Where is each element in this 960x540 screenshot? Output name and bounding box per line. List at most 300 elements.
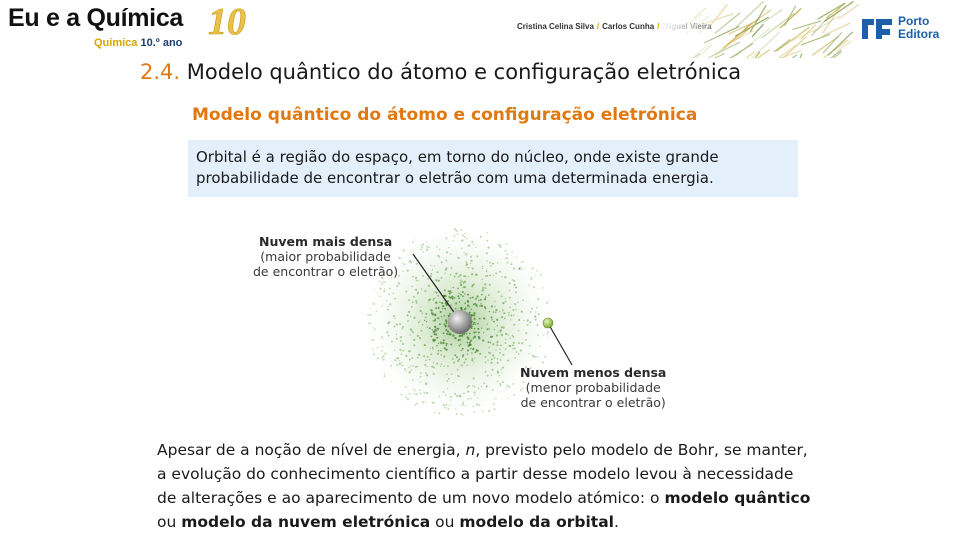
- cloud-dot: [407, 399, 408, 400]
- cloud-dot: [474, 391, 476, 393]
- cloud-dot: [507, 360, 509, 362]
- cloud-dot: [485, 362, 486, 363]
- cloud-dot: [396, 357, 398, 359]
- cloud-dot: [456, 230, 458, 232]
- cloud-dot: [430, 265, 431, 266]
- cloud-dot: [547, 313, 548, 314]
- cloud-dot: [527, 319, 529, 321]
- cloud-dot: [417, 335, 419, 337]
- cloud-dot: [418, 280, 419, 281]
- cloud-dot: [488, 410, 490, 412]
- cloud-dot: [426, 374, 428, 376]
- cloud-dot: [450, 344, 452, 346]
- cloud-dot: [379, 287, 381, 289]
- cloud-dot: [513, 267, 515, 269]
- cloud-dot: [369, 308, 370, 309]
- cloud-dot: [391, 381, 392, 382]
- cloud-dot: [426, 246, 428, 248]
- cloud-dot: [494, 301, 495, 302]
- cloud-dot: [380, 296, 382, 298]
- cloud-dot: [373, 303, 375, 305]
- cloud-dot: [381, 305, 382, 306]
- cloud-dot: [522, 268, 524, 270]
- cloud-dot: [546, 302, 548, 304]
- cloud-dot: [373, 289, 374, 290]
- cloud-dot: [436, 362, 437, 363]
- cloud-dot: [388, 306, 389, 307]
- cloud-dot: [495, 309, 497, 311]
- cloud-dot: [481, 386, 482, 387]
- cloud-dot: [427, 327, 428, 328]
- cloud-dot: [425, 401, 426, 402]
- cloud-dot: [510, 319, 511, 320]
- cloud-dot: [483, 382, 485, 384]
- brand-number-text: 10: [208, 2, 246, 42]
- cloud-dot: [520, 349, 522, 351]
- cloud-dot: [468, 312, 470, 314]
- cloud-dot: [523, 320, 524, 321]
- cloud-dot: [392, 292, 394, 294]
- brand-title: Eu e a Química: [8, 4, 184, 32]
- cloud-dot: [471, 273, 473, 275]
- brand-number-10: [206, 2, 258, 42]
- term-quantum-model: modelo quântico: [664, 489, 811, 507]
- term-electron-cloud-model: modelo da nuvem eletrónica: [181, 513, 431, 531]
- cloud-dot: [497, 331, 498, 332]
- cloud-dot: [422, 312, 423, 313]
- cloud-dot: [474, 394, 476, 396]
- cloud-dot: [548, 300, 549, 301]
- cloud-dot: [438, 342, 439, 343]
- cloud-dot: [420, 376, 422, 378]
- cloud-dot: [508, 314, 510, 316]
- cloud-dot: [465, 405, 467, 407]
- cloud-dot: [496, 319, 498, 321]
- cloud-dot: [435, 307, 437, 309]
- cloud-dot: [468, 276, 469, 277]
- cloud-dot: [460, 335, 462, 337]
- cloud-dot: [462, 415, 463, 416]
- cloud-dot: [422, 324, 423, 325]
- cloud-dot: [372, 349, 374, 351]
- cloud-dot: [509, 345, 511, 347]
- cloud-dot: [497, 371, 499, 373]
- cloud-dot: [426, 321, 427, 322]
- cloud-dot: [428, 246, 430, 248]
- cloud-dot: [512, 344, 514, 346]
- cloud-dot: [403, 249, 405, 251]
- cloud-dot: [530, 311, 532, 313]
- cloud-dot: [482, 339, 484, 341]
- cloud-dot: [516, 287, 517, 288]
- cloud-dot: [467, 267, 468, 268]
- cloud-dot: [438, 280, 440, 282]
- cloud-dot: [466, 264, 468, 266]
- cloud-dot: [508, 312, 509, 313]
- cloud-dot: [487, 375, 489, 377]
- cloud-dot: [436, 345, 438, 347]
- cloud-dot: [464, 362, 466, 364]
- cloud-dot: [460, 350, 461, 351]
- cloud-dot: [435, 333, 437, 335]
- cloud-dot: [489, 311, 490, 312]
- cloud-dot: [485, 296, 487, 298]
- cloud-dot: [396, 285, 398, 287]
- cloud-dot: [418, 354, 420, 356]
- cloud-dot: [494, 357, 496, 359]
- cloud-dot: [505, 250, 507, 252]
- cloud-dot: [425, 384, 426, 385]
- cloud-dot: [464, 286, 466, 288]
- cloud-dot: [405, 386, 407, 388]
- energy-level-symbol: n: [465, 441, 476, 459]
- cloud-dot: [399, 349, 401, 351]
- cloud-dot: [496, 334, 498, 336]
- cloud-dot: [497, 244, 498, 245]
- cloud-dot: [486, 275, 488, 277]
- cloud-dot: [473, 331, 475, 333]
- cloud-dot: [474, 303, 476, 305]
- cloud-dot: [417, 357, 419, 359]
- cloud-dot: [497, 262, 498, 263]
- cloud-dot: [434, 320, 436, 322]
- cloud-dot: [412, 301, 414, 303]
- cloud-dot: [446, 267, 448, 269]
- cloud-dot: [433, 362, 434, 363]
- cloud-dot: [518, 319, 520, 321]
- cloud-dot: [468, 385, 470, 387]
- cloud-dot: [433, 373, 434, 374]
- cloud-dot: [499, 375, 500, 376]
- cloud-dot: [529, 321, 531, 323]
- cloud-dot: [505, 339, 506, 340]
- cloud-dot: [409, 359, 411, 361]
- cloud-dot: [465, 276, 467, 278]
- cloud-dot: [537, 356, 539, 358]
- cloud-dot: [415, 366, 417, 368]
- cloud-dot: [454, 297, 456, 299]
- cloud-dot: [509, 297, 511, 299]
- cloud-dot: [513, 394, 515, 396]
- cloud-dot: [509, 282, 511, 284]
- cloud-dot: [488, 246, 490, 248]
- cloud-dot: [438, 396, 440, 398]
- cloud-dot: [449, 292, 451, 294]
- cloud-dot: [436, 292, 438, 294]
- cloud-dot: [518, 267, 520, 269]
- cloud-dot: [373, 339, 375, 341]
- cloud-dot: [518, 353, 520, 355]
- cloud-dot: [463, 334, 464, 335]
- cloud-dot: [542, 361, 544, 363]
- cloud-dot: [432, 320, 433, 321]
- cloud-dot: [444, 324, 446, 326]
- cloud-dot: [492, 389, 494, 391]
- cloud-dot: [408, 299, 410, 301]
- cloud-dot: [467, 354, 468, 355]
- cloud-dot: [477, 350, 479, 352]
- cloud-dot: [425, 313, 427, 315]
- cloud-dot: [495, 349, 496, 350]
- cloud-dot: [536, 307, 538, 309]
- cloud-dot: [474, 386, 476, 388]
- cloud-dot: [450, 396, 452, 398]
- cloud-dot: [442, 305, 444, 307]
- cloud-dot: [535, 275, 536, 276]
- cloud-dot: [399, 323, 401, 325]
- cloud-dot: [401, 353, 403, 355]
- cloud-dot: [397, 357, 399, 359]
- slide-title-text: Modelo quântico do átomo e configuração eletrónica: [186, 60, 742, 84]
- cloud-dot: [444, 347, 446, 349]
- cloud-dot: [408, 367, 409, 368]
- cloud-dot: [547, 333, 549, 335]
- slide-title: [140, 60, 741, 84]
- cloud-dot: [410, 328, 412, 330]
- cloud-dot: [485, 371, 487, 373]
- cloud-dot: [513, 280, 515, 282]
- cloud-dot: [426, 248, 428, 250]
- cloud-dot: [455, 303, 457, 305]
- cloud-dot: [460, 229, 462, 231]
- cloud-dot: [455, 234, 456, 235]
- dense-cloud-line2: (maior probabilidade: [260, 249, 391, 264]
- cloud-dot: [389, 303, 391, 305]
- cloud-dot: [439, 302, 440, 303]
- cloud-dot: [424, 344, 426, 346]
- cloud-dot: [506, 257, 508, 259]
- cloud-dot: [496, 344, 498, 346]
- cloud-dot: [513, 342, 515, 344]
- cloud-dot: [437, 353, 439, 355]
- publisher-name: [898, 15, 954, 41]
- cloud-dot: [432, 402, 433, 403]
- cloud-dot: [470, 256, 472, 258]
- cloud-dot: [515, 291, 517, 293]
- cloud-dot: [456, 356, 458, 358]
- cloud-dot: [458, 297, 460, 299]
- cloud-dot: [484, 307, 486, 309]
- cloud-dot: [513, 314, 515, 316]
- cloud-dot: [534, 316, 536, 318]
- body-paragraph: [157, 438, 817, 534]
- cloud-dot: [444, 308, 445, 309]
- cloud-dot: [473, 324, 474, 325]
- cloud-dot: [473, 362, 474, 363]
- cloud-dot: [443, 332, 445, 334]
- cloud-dot: [502, 302, 504, 304]
- cloud-dot: [382, 359, 384, 361]
- cloud-dot: [387, 322, 389, 324]
- cloud-dot: [441, 364, 442, 365]
- cloud-dot: [514, 348, 516, 350]
- cloud-dot: [484, 356, 486, 358]
- cloud-dot: [491, 319, 492, 320]
- cloud-dot: [513, 324, 515, 326]
- cloud-dot: [447, 408, 449, 410]
- cloud-dot: [512, 279, 513, 280]
- sparse-cloud-title: Nuvem menos densa: [520, 365, 667, 380]
- cloud-dot: [479, 305, 481, 307]
- cloud-dot: [396, 338, 398, 340]
- cloud-dot: [473, 312, 475, 314]
- cloud-dot: [497, 325, 498, 326]
- cloud-dot: [408, 311, 410, 313]
- cloud-dot: [446, 345, 448, 347]
- cloud-dot: [459, 301, 460, 302]
- cloud-dot: [398, 257, 400, 259]
- cloud-dot: [487, 323, 488, 324]
- cloud-dot: [512, 348, 514, 350]
- cloud-dot: [448, 334, 449, 335]
- cloud-dot: [446, 380, 448, 382]
- cloud-dot: [420, 310, 422, 312]
- cloud-dot: [499, 246, 501, 248]
- cloud-dot: [514, 284, 516, 286]
- cloud-dot: [429, 299, 431, 301]
- cloud-dot: [428, 285, 430, 287]
- cloud-dot: [543, 335, 544, 336]
- author-separator: /: [596, 22, 600, 31]
- cloud-dot: [505, 298, 506, 299]
- cloud-dot: [521, 262, 522, 263]
- cloud-dot: [440, 354, 442, 356]
- cloud-dot: [445, 394, 447, 396]
- cloud-dot: [482, 410, 484, 412]
- cloud-dot: [419, 337, 421, 339]
- cloud-dot: [528, 353, 529, 354]
- cloud-dot: [516, 257, 517, 258]
- cloud-dot: [475, 246, 476, 247]
- cloud-dot: [432, 269, 433, 270]
- cloud-dot: [458, 276, 460, 278]
- cloud-dot: [501, 295, 503, 297]
- cloud-dot: [507, 398, 508, 399]
- cloud-dot: [489, 262, 491, 264]
- cloud-dot: [398, 275, 400, 277]
- cloud-dot: [416, 263, 418, 265]
- cloud-dot: [522, 299, 524, 301]
- cloud-dot: [433, 367, 435, 369]
- cloud-dot: [504, 276, 506, 278]
- cloud-dot: [458, 375, 460, 377]
- cloud-dot: [432, 313, 434, 315]
- cloud-dot: [394, 349, 395, 350]
- cloud-dot: [457, 288, 459, 290]
- cloud-dot: [448, 296, 450, 298]
- cloud-dot: [476, 295, 478, 297]
- cloud-dot: [491, 374, 492, 375]
- cloud-dot: [460, 413, 462, 415]
- cloud-dot: [396, 364, 398, 366]
- cloud-dot: [501, 334, 503, 336]
- cloud-dot: [413, 393, 414, 394]
- cloud-dot: [390, 365, 392, 367]
- cloud-dot: [482, 279, 483, 280]
- cloud-dot: [394, 298, 396, 300]
- cloud-dot: [407, 269, 409, 271]
- publisher-line1: Porto: [898, 14, 930, 28]
- cloud-dot: [492, 336, 494, 338]
- cloud-dot: [433, 299, 434, 300]
- cloud-dot: [517, 302, 518, 303]
- cloud-dot: [454, 393, 456, 395]
- cloud-dot: [436, 337, 438, 339]
- cloud-dot: [367, 314, 369, 316]
- cloud-dot: [424, 320, 426, 322]
- cloud-dot: [413, 339, 415, 341]
- cloud-dot: [413, 344, 415, 346]
- cloud-dot: [457, 369, 459, 371]
- cloud-dot: [411, 286, 413, 288]
- cloud-dot: [371, 339, 373, 341]
- cloud-dot: [493, 275, 494, 276]
- publisher-mark-icon: [860, 15, 894, 43]
- cloud-dot: [432, 347, 433, 348]
- cloud-dot: [506, 388, 507, 389]
- cloud-dot: [452, 334, 454, 336]
- body-text-2: , previsto pelo modelo de Bohr, se manter, a evolução do conhecimento científico a partir desse modelo levou à necessidade de alterações e ao aparecimento de um novo modelo atómico: o: [157, 441, 808, 507]
- cloud-dot: [424, 290, 426, 292]
- cloud-dot: [455, 409, 456, 410]
- cloud-dot: [444, 407, 446, 409]
- cloud-dot: [467, 342, 469, 344]
- cloud-dot: [492, 354, 494, 356]
- cloud-dot: [466, 333, 467, 334]
- cloud-dot: [387, 309, 389, 311]
- cloud-dot: [462, 291, 464, 293]
- cloud-dot: [481, 294, 483, 296]
- cloud-dot: [417, 292, 419, 294]
- cloud-dot: [502, 381, 504, 383]
- cloud-dot: [402, 343, 404, 345]
- cloud-dot: [415, 390, 416, 391]
- cloud-dot: [486, 270, 488, 272]
- cloud-dot: [499, 383, 501, 385]
- cloud-dot: [469, 333, 471, 335]
- cloud-dot: [413, 388, 415, 390]
- cloud-dot: [507, 334, 508, 335]
- electron-cloud-figure: [250, 222, 700, 422]
- cloud-dot: [464, 303, 466, 305]
- cloud-dot: [444, 315, 445, 316]
- cloud-dot: [372, 327, 373, 328]
- cloud-dot: [497, 362, 499, 364]
- cloud-dot: [532, 267, 534, 269]
- cloud-dot: [525, 339, 527, 341]
- body-end: .: [614, 513, 619, 531]
- cloud-dot: [462, 403, 464, 405]
- cloud-dot: [505, 301, 507, 303]
- cloud-dot: [509, 290, 510, 291]
- cloud-dot: [469, 342, 471, 344]
- cloud-dot: [396, 324, 398, 326]
- cloud-dot: [491, 317, 493, 319]
- cloud-dot: [473, 377, 475, 379]
- cloud-dot: [430, 348, 431, 349]
- cloud-dot: [415, 289, 417, 291]
- cloud-dot: [463, 402, 465, 404]
- cloud-dot: [499, 311, 500, 312]
- cloud-dot: [427, 278, 429, 280]
- cloud-dot: [482, 268, 483, 269]
- cloud-dot: [394, 325, 396, 327]
- dense-cloud-title: Nuvem mais densa: [259, 234, 393, 249]
- cloud-dot: [470, 344, 472, 346]
- cloud-dot: [383, 290, 385, 292]
- cloud-dot: [501, 316, 503, 318]
- cloud-dot: [498, 291, 500, 293]
